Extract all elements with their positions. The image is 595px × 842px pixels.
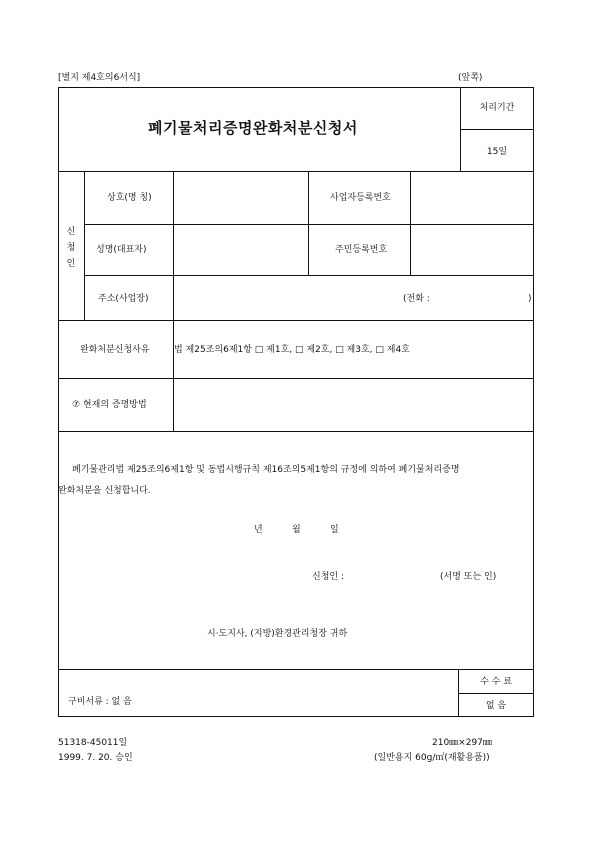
proof-method-field[interactable] (174, 379, 533, 430)
applicant-section-char: 인 (66, 259, 76, 269)
phone-close: ) (528, 294, 532, 304)
proof-method-label: ⑦ 현재의 증명방법 (72, 400, 147, 410)
divider (460, 129, 534, 130)
resident-reg-label: 주민등록번호 (335, 245, 388, 255)
signature-note: (서명 또는 인) (440, 572, 497, 582)
fee-value: 없 음 (485, 701, 507, 711)
business-reg-field[interactable] (411, 172, 533, 223)
approval-date: 1999. 7. 20. 승인 (58, 753, 133, 763)
trade-name-field[interactable] (174, 172, 307, 223)
phone-field[interactable] (442, 282, 526, 312)
application-paragraph: 완화처분을 신청합니다. (58, 486, 151, 496)
reason-label: 완화처분신청사유 (80, 345, 150, 355)
date-month: 월 (292, 525, 301, 535)
divider (308, 171, 309, 275)
applicant-section-char: 청 (66, 243, 76, 253)
divider (84, 171, 85, 320)
paper-size: 210㎜×297㎜ (432, 738, 492, 748)
applicant-section-char: 신 (66, 227, 76, 237)
form-code: 51318-45011일 (58, 738, 128, 748)
trade-name-label: 상호(명 칭) (107, 193, 152, 203)
divider (460, 87, 461, 171)
name-label: 성명(대표자) (96, 245, 147, 255)
fee-label: 수 수 료 (480, 677, 512, 687)
required-documents: 구비서류 : 없 음 (68, 697, 132, 707)
application-paragraph: 폐기물관리법 제25조의6제1항 및 동법시행규칙 제16조의5제1항의 규정에 의하여 폐기물처리증명 (72, 465, 460, 475)
form-number: [별지 제4호의6서식] (58, 73, 141, 83)
addressee: 시·도지사, (지방)환경관리청장 귀하 (207, 629, 348, 639)
form-title: 폐기물처리증명완화처분신청서 (148, 119, 358, 137)
divider (58, 669, 534, 670)
resident-reg-field[interactable] (411, 225, 533, 274)
divider (58, 431, 534, 432)
processing-period-value: 15일 (486, 147, 508, 157)
reason-options[interactable]: 법 제25조의6제1항 □ 제1호, □ 제2호, □ 제3호, □ 제4호 (174, 345, 410, 355)
date-year: 년 (254, 525, 263, 535)
applicant-signature-field[interactable] (352, 566, 434, 586)
date-day: 일 (330, 525, 339, 535)
applicant-signature-label: 신청인 : (312, 572, 344, 582)
divider (458, 693, 534, 694)
divider (58, 320, 534, 321)
processing-period-label: 처리기간 (479, 103, 515, 113)
business-reg-label: 사업자등록번호 (330, 193, 391, 203)
address-field[interactable] (174, 276, 384, 319)
address-label: 주소(사업장) (98, 294, 149, 304)
page-side: (앞쪽) (458, 73, 483, 83)
phone-label: (전화 : (403, 294, 430, 304)
name-field[interactable] (174, 225, 307, 274)
paper-spec: (일반용지 60g/㎡(재활용품)) (374, 753, 490, 763)
